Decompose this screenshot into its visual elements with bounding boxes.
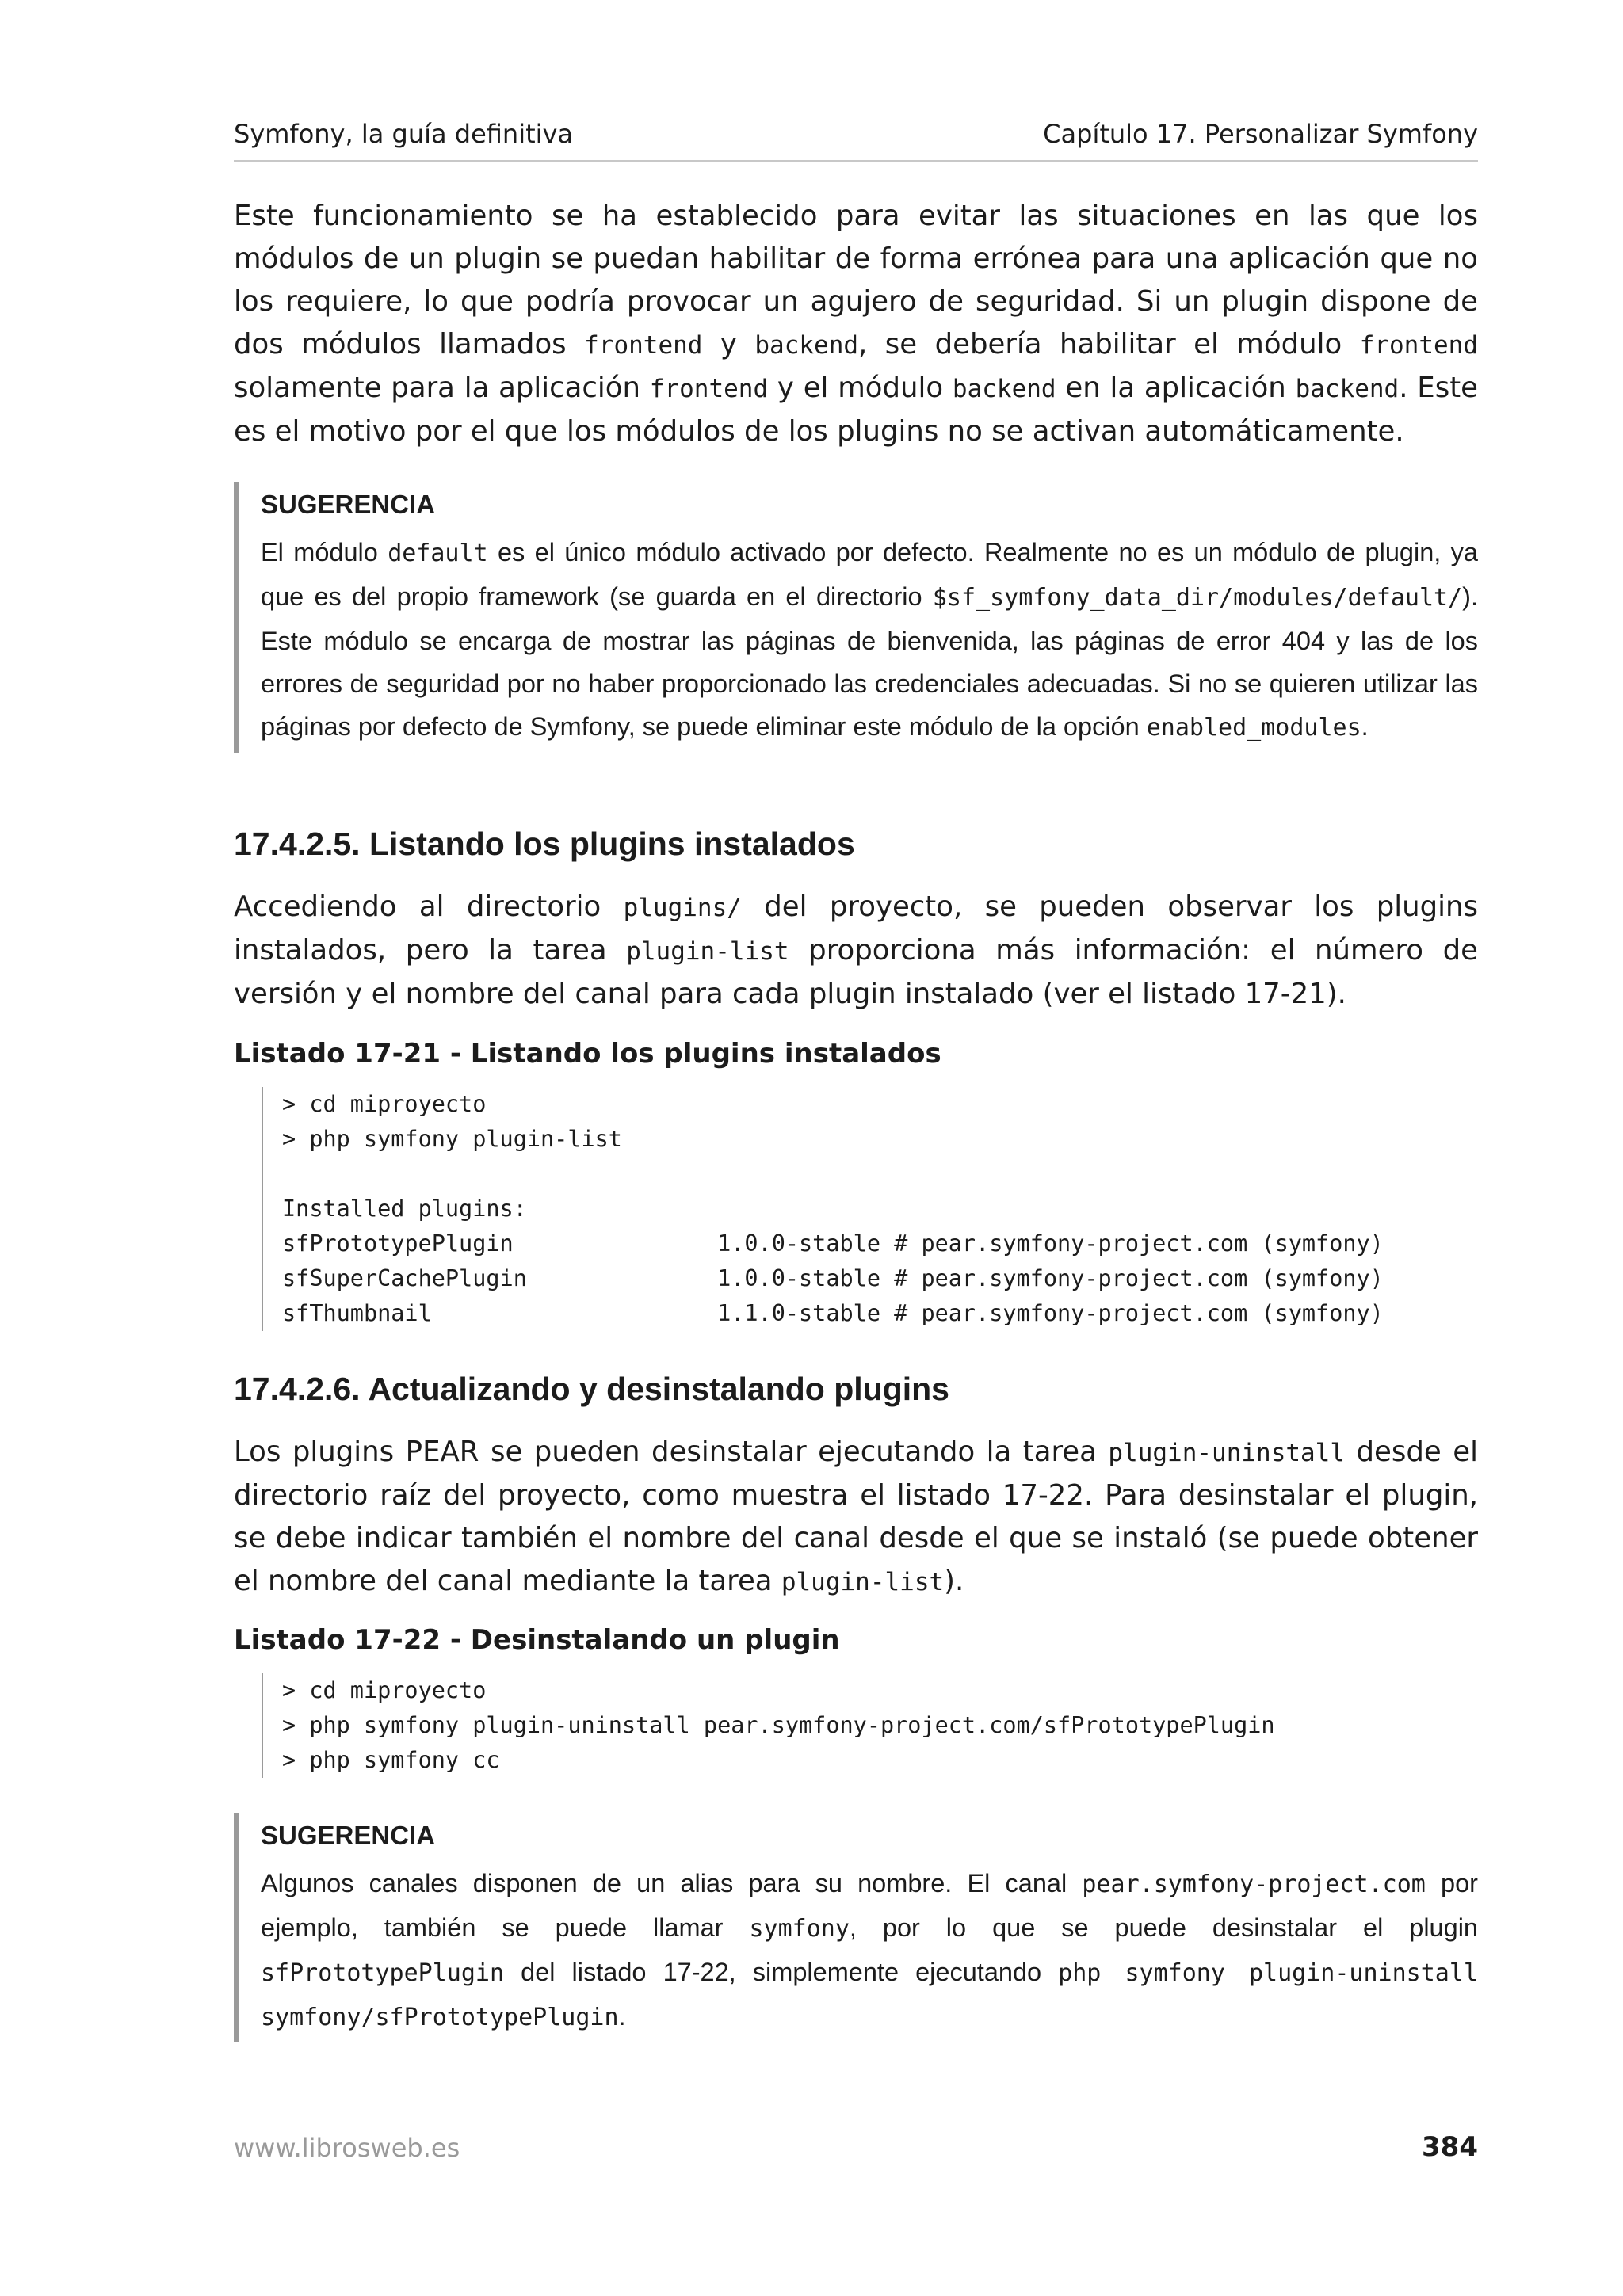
code-listing bbox=[262, 1087, 1384, 1331]
chapter-title: Capítulo 17. Personalizar Symfony bbox=[1043, 119, 1478, 149]
code-line: Installed plugins: bbox=[282, 1196, 527, 1222]
section-paragraph: Accediendo al directorio plugins/ del proyecto, se pueden observar los plugins instalados, pero la tarea plugin-list proporciona más información: el número de versión y el nombre del canal para cada plugin instalado (ver el listado 17-21). bbox=[234, 891, 1478, 1010]
code-line bbox=[282, 1157, 1384, 1192]
section-heading: 17.4.2.6. Actualizando y desinstalando plugins bbox=[234, 1371, 949, 1407]
tip-title: SUGERENCIA bbox=[261, 1821, 436, 1850]
section-paragraph: Los plugins PEAR se pueden desinstalar ejecutando la tarea plugin-uninstall desde el directorio raíz del proyecto, como muestra el listado 17-22. Para desinstalar el plugin, se debe indicar también el nombre del canal desde el que se instaló (se puede obtener el nombre del canal mediante la tarea plugin-list). bbox=[234, 1436, 1478, 1597]
book-title: Symfony, la guía definitiva bbox=[234, 119, 574, 149]
tip-text: El módulo default es el único módulo activado por defecto. Realmente no es un módulo de plugin, ya que es del propio framework (se guarda en el directorio $sf_symfony_data_dir/modules/default/). Este módulo se encarga de mostrar las páginas de bienvenida, las páginas de error 404 y las de los errores de seguridad por no haber proporcionado las credenciales adecuadas. Si no se quieren utilizar las páginas por defecto de Symfony, se puede eliminar este módulo de la opción enabled_modules. bbox=[261, 538, 1478, 742]
tip-box bbox=[234, 1813, 1478, 2042]
footer-website: www.librosweb.es bbox=[234, 2133, 460, 2163]
code-line: > php symfony plugin-uninstall pear.symfony-project.com/sfPrototypePlugin bbox=[282, 1712, 1275, 1738]
code-line: > cd miproyecto bbox=[282, 1091, 487, 1117]
code-listing bbox=[262, 1673, 1275, 1778]
page-number: 384 bbox=[1422, 2131, 1478, 2163]
code-line: sfPrototypePlugin 1.0.0-stable # pear.symfony-project.com (symfony) bbox=[282, 1230, 1384, 1257]
tip-text: Algunos canales disponen de un alias para su nombre. El canal pear.symfony-project.com por ejemplo, también se puede llamar symfony, por lo que se puede desinstalar el plugin sfPrototypePlugin del listado 17-22, simplemente ejecutando php symfony plugin-uninstall symfony/sfPrototypePlugin. bbox=[261, 1869, 1478, 2031]
listing-title: Listado 17-21 - Listando los plugins instalados bbox=[234, 1038, 941, 1070]
section-heading: 17.4.2.5. Listando los plugins instalados bbox=[234, 826, 855, 862]
intro-paragraph: Este funcionamiento se ha establecido para evitar las situaciones en las que los módulos de un plugin se puedan habilitar de forma errónea para una aplicación que no los requiere, lo que podría provocar un agujero de seguridad. Si un plugin dispone de dos módulos llamados frontend y backend, se debería habilitar el módulo frontend solamente para la aplicación frontend y el módulo backend en la aplicación backend. Este es el motivo por el que los módulos de los plugins no se activan automáticamente. bbox=[234, 200, 1478, 448]
tip-box bbox=[234, 482, 1478, 753]
code-line: sfSuperCachePlugin 1.0.0-stable # pear.symfony-project.com (symfony) bbox=[282, 1265, 1384, 1291]
code-line: sfThumbnail 1.1.0-stable # pear.symfony-project.com (symfony) bbox=[282, 1300, 1384, 1326]
code-line: > php symfony cc bbox=[282, 1747, 500, 1773]
page-header bbox=[234, 119, 1478, 162]
tip-title: SUGERENCIA bbox=[261, 490, 436, 519]
code-line: > cd miproyecto bbox=[282, 1677, 487, 1703]
listing-title: Listado 17-22 - Desinstalando un plugin bbox=[234, 1624, 840, 1656]
code-line: > php symfony plugin-list bbox=[282, 1126, 622, 1152]
